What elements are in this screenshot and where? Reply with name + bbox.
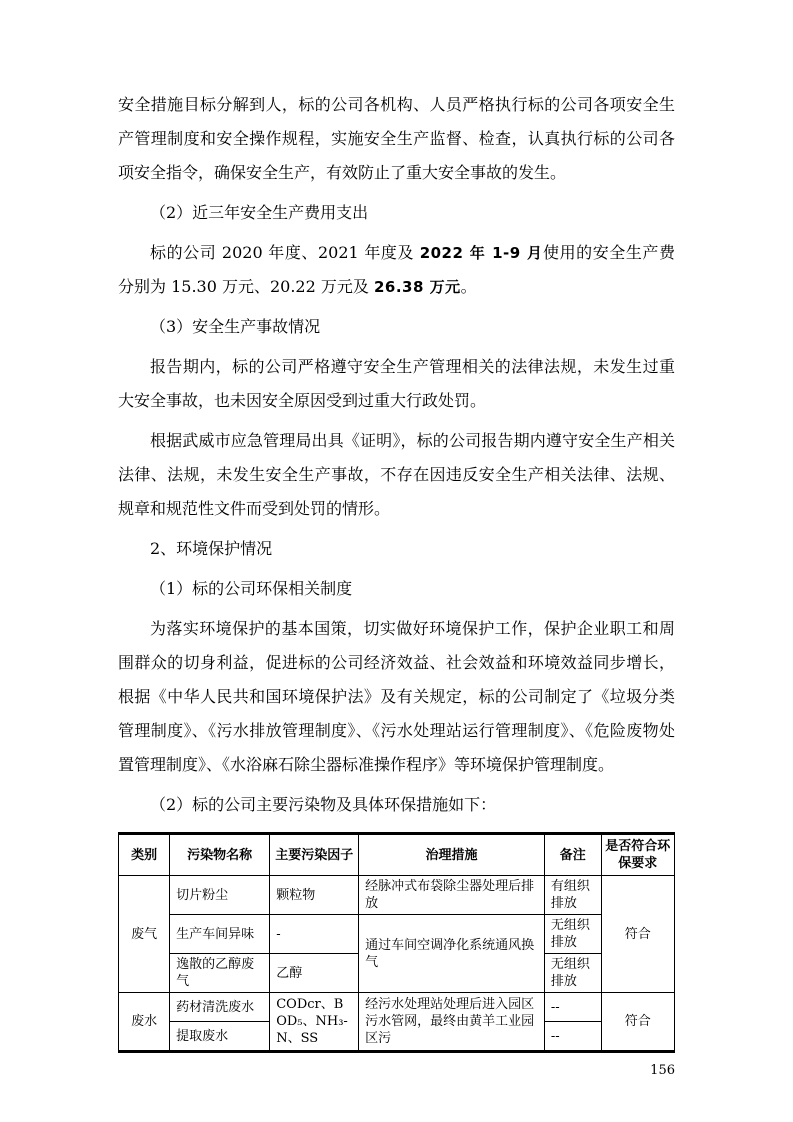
- pollution-table: [118, 832, 675, 1053]
- cell-treatment-shared: 通过车间空调净化系统通风换气: [359, 915, 545, 993]
- cell-factor-shared: CODcr、BOD₅、NH₃-N、SS: [270, 993, 359, 1052]
- header-compliance: 是否符合环保要求: [601, 834, 674, 876]
- header-pollutant-name: 污染物名称: [170, 834, 270, 876]
- table-header-row: [119, 834, 675, 876]
- cell-category-gas: 废气: [119, 876, 170, 993]
- cell-treatment-shared: 经污水处理站处理后进入园区污水管网，最终由黄羊工业园区污: [359, 993, 545, 1052]
- cell-remark: 无组织排放: [544, 954, 601, 993]
- fee-text-segment: 使用的安全生产费分别为 15.30 万元、20.22 万元及: [118, 243, 675, 296]
- fee-bold-amount: 26.38 万元: [373, 278, 461, 296]
- cell-pollutant: 提取废水: [170, 1022, 270, 1052]
- fee-text-segment: 标的公司 2020 年度、2021 年度及: [150, 243, 420, 262]
- heading-pollutants-intro: （2）标的公司主要污染物及具体环保措施如下：: [150, 795, 497, 814]
- cell-pollutant: 生产车间异味: [170, 915, 270, 954]
- cell-remark: --: [544, 993, 601, 1022]
- cell-compliance-gas: 符合: [601, 876, 674, 993]
- paragraph-safety-continuation: 安全措施目标分解到人，标的公司各机构、人员严格执行标的公司各项安全生产管理制度和安全操作规程，实施安全生产监督、检查，认真执行标的公司各项安全指令，确保安全生产，有效防止了重大安全事故的发生。: [118, 95, 675, 182]
- header-category: 类别: [119, 834, 170, 876]
- cell-factor: 乙醇: [270, 954, 359, 993]
- cell-category-water: 废水: [119, 993, 170, 1052]
- table-row: [119, 876, 675, 915]
- heading-environment: 2、环境保护情况: [150, 539, 273, 558]
- heading-safety-fee: （2）近三年安全生产费用支出: [150, 203, 369, 222]
- cell-remark: --: [544, 1022, 601, 1052]
- cell-treatment: 经脉冲式布袋除尘器处理后排放: [359, 876, 545, 915]
- cell-remark: 无组织排放: [544, 915, 601, 954]
- fee-text-segment: 。: [460, 277, 477, 296]
- heading-environment-system: （1）标的公司环保相关制度: [150, 579, 353, 598]
- page-number: 156: [650, 1063, 675, 1078]
- cell-factor: -: [270, 915, 359, 954]
- cell-factor: 颗粒物: [270, 876, 359, 915]
- header-pollution-factor: 主要污染因子: [270, 834, 359, 876]
- cell-pollutant: 药材清洗废水: [170, 993, 270, 1022]
- table-row: [119, 915, 675, 954]
- cell-compliance-water: 符合: [601, 993, 674, 1052]
- heading-safety-accident: （3）安全生产事故情况: [150, 317, 321, 336]
- cell-pollutant: 逸散的乙醇废气: [170, 954, 270, 993]
- paragraph-safety-fee: [118, 236, 675, 304]
- document-content: [118, 88, 675, 1078]
- fee-bold-period: 2022 年 1-9 月: [419, 244, 544, 262]
- cell-pollutant: 切片粉尘: [170, 876, 270, 915]
- paragraph-accident: 报告期内，标的公司严格遵守安全生产管理相关的法律法规，未发生过重大安全事故，也未因安全原因受到过重大行政处罚。: [118, 357, 675, 410]
- paragraph-certificate: 根据武威市应急管理局出具《证明》，标的公司报告期内遵守安全生产相关法律、法规，未发生安全生产事故，不存在因违反安全生产相关法律、法规、规章和规范性文件而受到处罚的情形。: [118, 431, 675, 518]
- cell-remark: 有组织排放: [544, 876, 601, 915]
- header-treatment: 治理措施: [359, 834, 545, 876]
- paragraph-environment-policy: 为落实环境保护的基本国策，切实做好环境保护工作，保护企业职工和周围群众的切身利益，促进标的公司经济效益、社会效益和环境效益同步增长，根据《中华人民共和国环境保护法》及有关规定，标的公司制定了《垃圾分类管理制度》、《污水排放管理制度》、《污水处理站运行管理制度》、《危险废物处置管理制度》、《水浴麻石除尘器标准操作程序》等环境保护管理制度。: [118, 619, 675, 774]
- table-row: [119, 993, 675, 1022]
- header-remark: 备注: [544, 834, 601, 876]
